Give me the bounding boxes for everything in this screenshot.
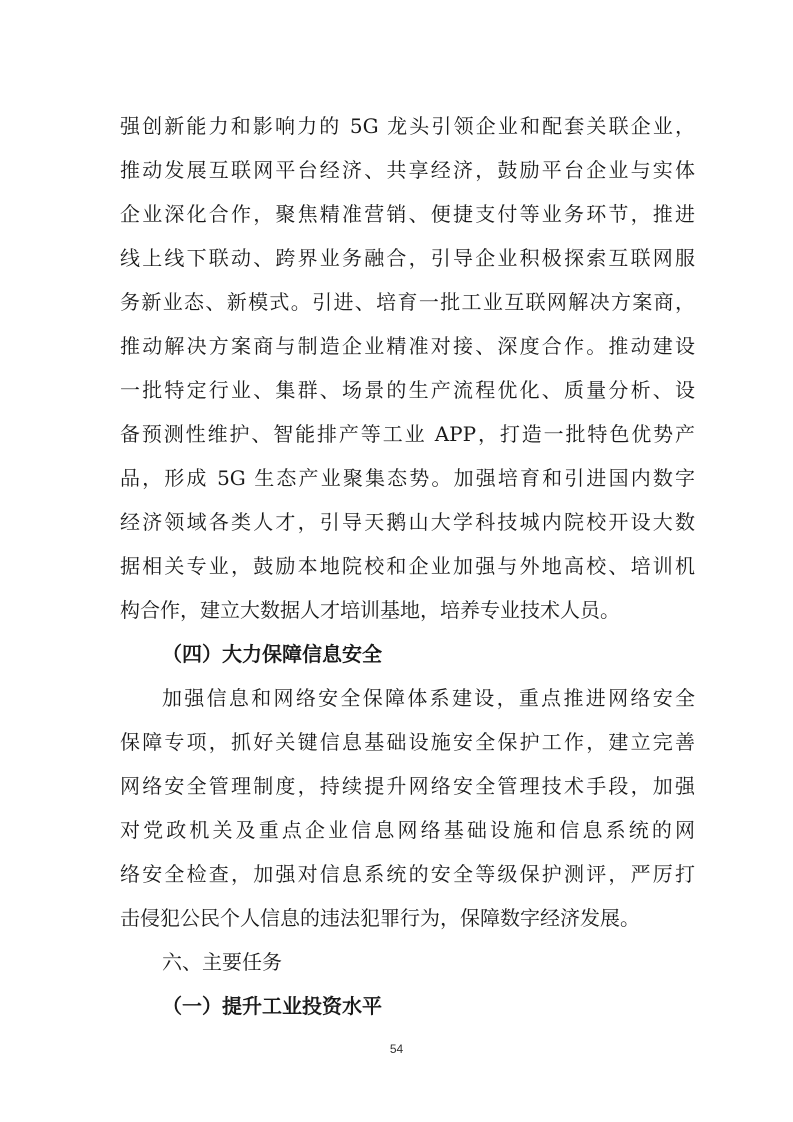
paragraph-line: 线上线下联动、跨界业务融合，引导企业积极探索互联网服 [120, 246, 695, 270]
page-number: 54 [389, 1042, 404, 1056]
paragraph-line: 击侵犯公民个人信息的违法犯罪行为，保障数字经济发展。 [120, 906, 640, 930]
paragraph-line: 经济领域各类人才，引导天鹅山大学科技城内院校开设大数 [120, 510, 695, 534]
paragraph-line: 推动发展互联网平台经济、共享经济，鼓励平台企业与实体 [120, 158, 695, 182]
paragraph-line: 构合作，建立大数据人才培训基地，培养专业技术人员。 [120, 598, 620, 622]
paragraph-line: 推动解决方案商与制造企业精准对接、深度合作。推动建设 [120, 334, 695, 358]
paragraph-line: 强创新能力和影响力的 5G 龙头引领企业和配套关联企业， [120, 114, 695, 138]
paragraph-line: 据相关专业，鼓励本地院校和企业加强与外地高校、培训机 [120, 554, 695, 578]
paragraph-line: 网络安全管理制度，持续提升网络安全管理技术手段，加强 [120, 774, 695, 798]
chapter-heading-main-tasks: 六、主要任务 [162, 950, 282, 974]
paragraph-line: 品，形成 5G 生态产业聚集态势。加强培育和引进国内数字 [120, 466, 695, 490]
paragraph-line: 企业深化合作，聚焦精准营销、便捷支付等业务环节，推进 [120, 202, 695, 226]
paragraph-line: 对党政机关及重点企业信息网络基础设施和信息系统的网 [120, 818, 695, 842]
paragraph-line: 一批特定行业、集群、场景的生产流程优化、质量分析、设 [120, 378, 695, 402]
paragraph-line: 保障专项，抓好关键信息基础设施安全保护工作，建立完善 [120, 730, 695, 754]
paragraph-line: 络安全检查，加强对信息系统的安全等级保护测评，严厉打 [120, 862, 695, 886]
section-heading-industrial-investment: （一）提升工业投资水平 [162, 994, 382, 1018]
paragraph-line: 加强信息和网络安全保障体系建设，重点推进网络安全 [162, 686, 695, 710]
paragraph-line: 务新业态、新模式。引进、培育一批工业互联网解决方案商， [120, 290, 695, 314]
paragraph-line: 备预测性维护、智能排产等工业 APP，打造一批特色优势产 [120, 422, 695, 446]
section-heading-info-security: （四）大力保障信息安全 [162, 642, 382, 666]
